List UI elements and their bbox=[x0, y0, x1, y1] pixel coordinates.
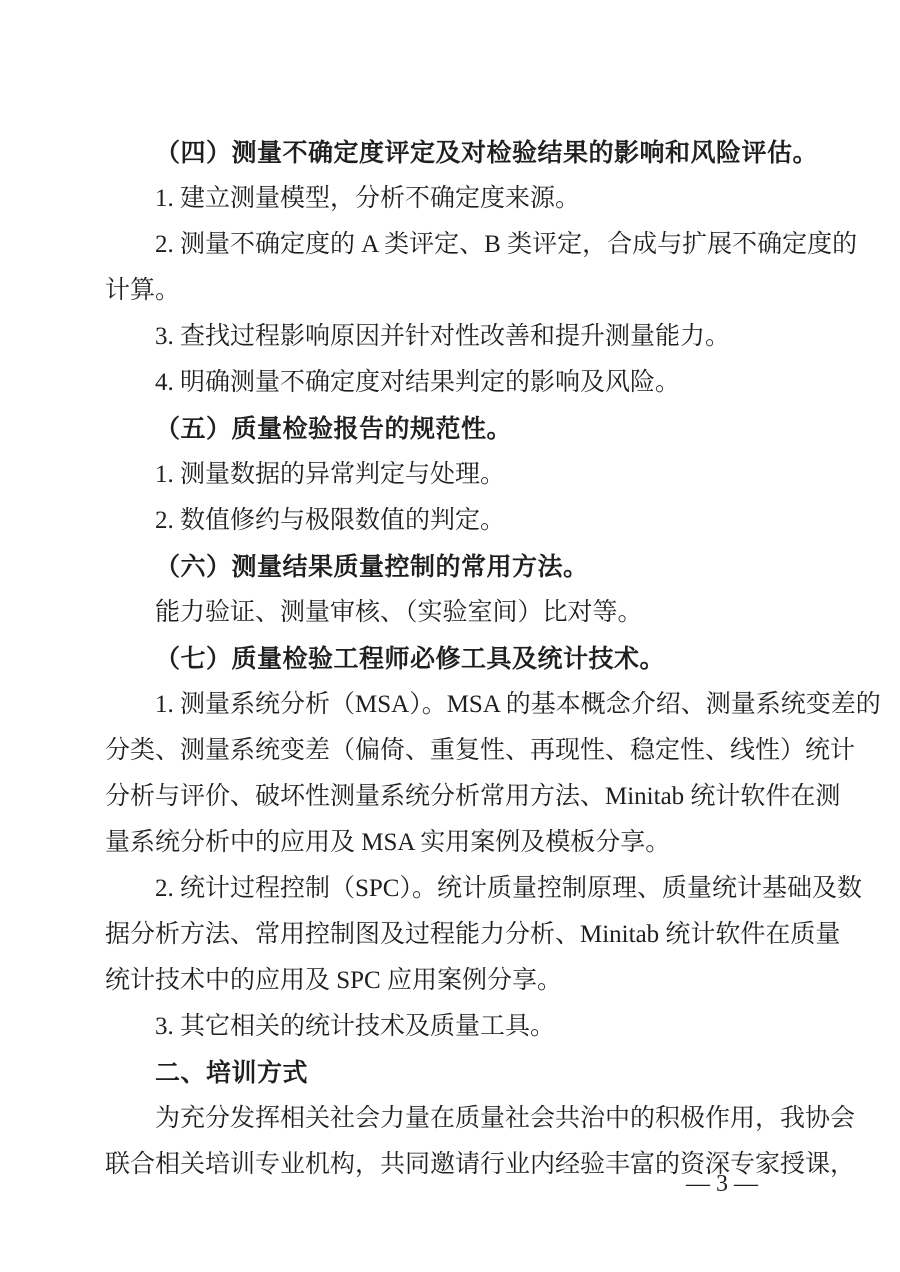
text-line: （四）测量不确定度评定及对检验结果的影响和风险评估。 bbox=[155, 139, 819, 167]
text-line: 据分析方法、常用控制图及过程能力分析、Minitab 统计软件在质量 bbox=[105, 921, 841, 948]
page-number: — 3 — bbox=[686, 1171, 758, 1197]
text-line: 为充分发挥相关社会力量在质量社会共治中的积极作用，我协会 bbox=[155, 1105, 856, 1132]
text-line: 量系统分析中的应用及 MSA 实用案例及模板分享。 bbox=[105, 829, 671, 856]
document-body bbox=[105, 130, 881, 1188]
text-line: 二、培训方式 bbox=[155, 1059, 309, 1087]
text-line: 3. 其它相关的统计技术及质量工具。 bbox=[155, 1013, 556, 1040]
text-line: （五）质量检验报告的规范性。 bbox=[155, 415, 513, 443]
text-line: 能力验证、测量审核、（实验室间）比对等。 bbox=[155, 599, 643, 626]
text-line: 联合相关培训专业机构，共同邀请行业内经验丰富的资深专家授课， bbox=[105, 1151, 856, 1178]
text-line: 统计技术中的应用及 SPC 应用案例分享。 bbox=[105, 967, 562, 994]
text-line: 分析与评价、破坏性测量系统分析常用方法、Minitab 统计软件在测 bbox=[105, 783, 841, 810]
text-line: 2. 数值修约与极限数值的判定。 bbox=[155, 507, 506, 534]
text-line: 2. 测量不确定度的 A 类评定、B 类评定，合成与扩展不确定度的 bbox=[155, 231, 858, 258]
text-line: 2. 统计过程控制（SPC）。统计质量控制原理、质量统计基础及数 bbox=[155, 875, 862, 902]
text-line: 1. 测量数据的异常判定与处理。 bbox=[155, 461, 506, 488]
text-line: 分类、测量系统变差（偏倚、重复性、再现性、稳定性、线性）统计 bbox=[105, 737, 856, 764]
text-line: 1. 建立测量模型，分析不确定度来源。 bbox=[155, 185, 581, 212]
text-line: 4. 明确测量不确定度对结果判定的影响及风险。 bbox=[155, 369, 681, 396]
text-line: 计算。 bbox=[105, 277, 181, 304]
text-line: （六）测量结果质量控制的常用方法。 bbox=[155, 553, 589, 581]
text-line: 3. 查找过程影响原因并针对性改善和提升测量能力。 bbox=[155, 323, 731, 350]
text-line: （七）质量检验工程师必修工具及统计技术。 bbox=[155, 645, 666, 673]
text-line: 1. 测量系统分析（MSA）。MSA 的基本概念介绍、测量系统变差的 bbox=[155, 691, 881, 718]
